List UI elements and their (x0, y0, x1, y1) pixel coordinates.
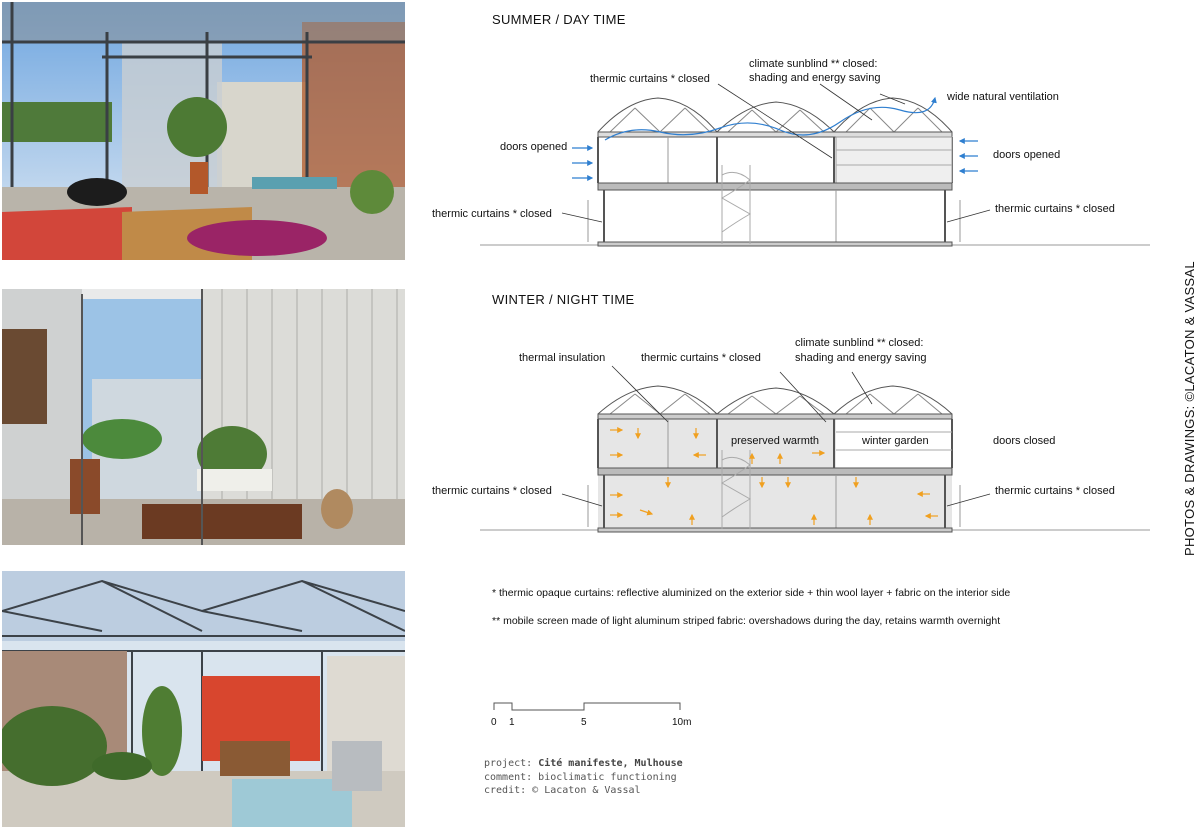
project-value: Cité manifeste, Mulhouse (538, 758, 683, 769)
scale-label-10m: 10m (672, 717, 692, 728)
summer-label-sunblind-2: shading and energy saving (749, 72, 881, 84)
summer-label-doors-right: doors opened (993, 149, 1061, 161)
winter-heading: WINTER / NIGHT TIME (492, 292, 635, 307)
summer-label-sunblind-1: climate sunblind ** closed: (749, 58, 878, 70)
winter-label-sunblind-1: climate sunblind ** closed: (795, 337, 924, 349)
winter-label-curtains-top: thermic curtains * closed (641, 352, 761, 364)
scale-label-5: 5 (581, 717, 587, 728)
summer-door-arrows-left (572, 148, 592, 178)
summer-label-doors-left: doors opened (500, 141, 568, 153)
winter-label-insulation: thermal insulation (519, 352, 606, 364)
scale-label-0: 0 (491, 717, 497, 728)
summer-heading: SUMMER / DAY TIME (492, 12, 626, 27)
comment-line: comment: bioclimatic functioning (484, 771, 677, 783)
credit-line: credit: © Lacaton & Vassal (484, 785, 641, 796)
winter-label-curtains-right: thermic curtains * closed (995, 485, 1115, 497)
summer-label-ventilation: wide natural ventilation (947, 91, 1059, 103)
winter-label-sunblind-2: shading and energy saving (795, 352, 927, 364)
summer-section (480, 98, 1150, 246)
winter-section (480, 386, 1150, 532)
footnote-curtains: * thermic opaque curtains: reflective aluminized on the exterior side + thin wool layer + fabric on the interior side (492, 587, 1011, 599)
summer-label-curtains-left: thermic curtains * closed (432, 208, 552, 220)
winter-label-preserved: preserved warmth (731, 435, 820, 447)
project-label: project: (484, 758, 533, 769)
winter-label-curtains-left: thermic curtains * closed (432, 485, 552, 497)
winter-label-doors: doors closed (993, 435, 1056, 447)
scale-label-1: 1 (509, 717, 515, 728)
summer-door-arrows-right (960, 141, 978, 171)
summer-label-curtains-right: thermic curtains * closed (995, 203, 1115, 215)
winter-label-winter-garden: winter garden (862, 435, 929, 447)
side-photo-credit: PHOTOS & DRAWINGS: ©LACATON & VASSAL (1182, 261, 1197, 556)
summer-label-curtains-top: thermic curtains * closed (590, 73, 710, 85)
scale-bar (494, 703, 680, 710)
footnote-sunblind: ** mobile screen made of light aluminum striped fabric: overshadows during the day, retains warmth overnight (492, 615, 1001, 627)
project-credit (484, 757, 683, 798)
